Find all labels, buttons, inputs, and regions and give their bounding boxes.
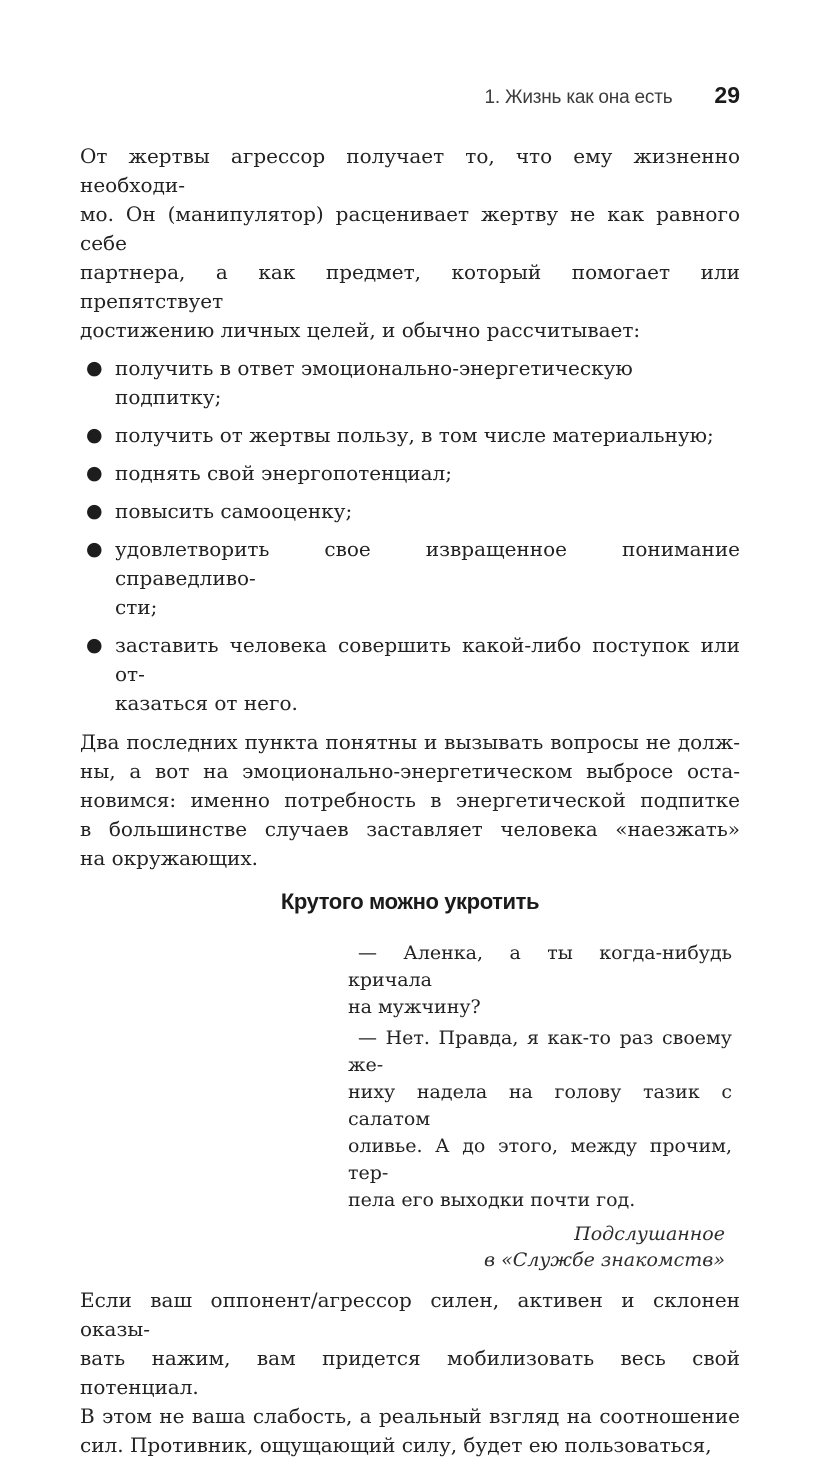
list-item (80, 459, 740, 488)
list-item-text (115, 459, 740, 488)
text-line: новимся: именно потребность в энергетической подпитке (80, 788, 740, 812)
text-line: получить в ответ эмоционально-энергетическую подпитку; (115, 356, 633, 409)
text-line: оливье. А до этого, между прочим, тер- (348, 1135, 732, 1184)
bullet-icon: ● (86, 538, 103, 560)
text-line: достижению личных целей, и обычно рассчитывает: (80, 318, 641, 342)
list-item (80, 631, 740, 718)
list-item (80, 421, 740, 450)
text-line: партнера, а как предмет, который помогает или препятствует (80, 260, 740, 313)
dialogue-paragraph (348, 940, 732, 1021)
bullet-icon: ● (86, 424, 103, 446)
running-head (80, 82, 740, 109)
text-line: казаться от него. (115, 691, 298, 715)
text-line: получить от жертвы пользу, в том числе материальную; (115, 423, 714, 447)
epigraph (348, 940, 732, 1214)
list-item-text (115, 354, 740, 412)
page-number: 29 (714, 82, 740, 108)
text-line: В этом не ваша слабость, а реальный взгляд на соотношение (80, 1404, 740, 1428)
goals-list (80, 354, 740, 718)
text-line: в большинстве случаев заставляет человека «наезжать» (80, 817, 740, 841)
list-item-text (115, 421, 740, 450)
text-line: мо. Он (манипулятор) расценивает жертву не как равного себе (80, 202, 740, 255)
text-line: Подслушанное (574, 1223, 725, 1245)
list-item-text (115, 497, 740, 526)
chapter-title: 1. Жизнь как она есть (484, 87, 673, 108)
text-line: ны, а вот на эмоционально-энергетическом выбросе оста- (80, 759, 740, 783)
text-line: в «Службе знакомств» (484, 1249, 725, 1271)
text-line: — Нет. Правда, я как-то раз своему же- (348, 1027, 732, 1076)
dialogue-paragraph (348, 1025, 732, 1214)
text-line: поднять свой энергопотенциал; (115, 461, 452, 485)
analysis-paragraph (80, 728, 740, 873)
section-heading: Крутого можно укротить (280, 889, 540, 914)
text-line: на мужчину? (348, 996, 481, 1018)
text-line: вать нажим, вам придется мобилизовать весь свой потенциал. (80, 1346, 740, 1399)
text-line: удовлетворить свое извращенное понимание справедливо- (115, 537, 740, 590)
bullet-icon: ● (86, 462, 103, 484)
text-line: Если ваш оппонент/агрессор силен, активен и склонен оказы- (80, 1288, 740, 1341)
epigraph-attribution (348, 1221, 725, 1273)
intro-paragraph (80, 142, 740, 345)
text-line: ниху надела на голову тазик с салатом (348, 1081, 732, 1130)
text-line: сил. Противник, ощущающий силу, будет ею пользоваться, (80, 1433, 712, 1457)
text-line: От жертвы агрессор получает то, что ему жизненно необходи- (80, 144, 740, 197)
list-item (80, 497, 740, 526)
list-item-text (115, 631, 740, 718)
text-line: — Аленка, а ты когда-нибудь кричала (348, 942, 732, 991)
list-item-text (115, 535, 740, 622)
bullet-icon: ● (86, 500, 103, 522)
list-item (80, 354, 740, 412)
bullet-icon: ● (86, 357, 103, 379)
bullet-icon: ● (86, 634, 103, 656)
text-line: пела его выходки почти год. (348, 1189, 636, 1211)
text-line: на окружающих. (80, 846, 259, 870)
text-line: заставить человека совершить какой-либо поступок или от- (115, 633, 740, 686)
text-line: Два последних пункта понятны и вызывать вопросы не долж- (80, 730, 740, 754)
text-line: повысить самооценку; (115, 499, 353, 523)
body-paragraph (80, 1286, 740, 1460)
list-item (80, 535, 740, 622)
text-line: сти; (115, 595, 158, 619)
text-column (80, 0, 740, 1460)
